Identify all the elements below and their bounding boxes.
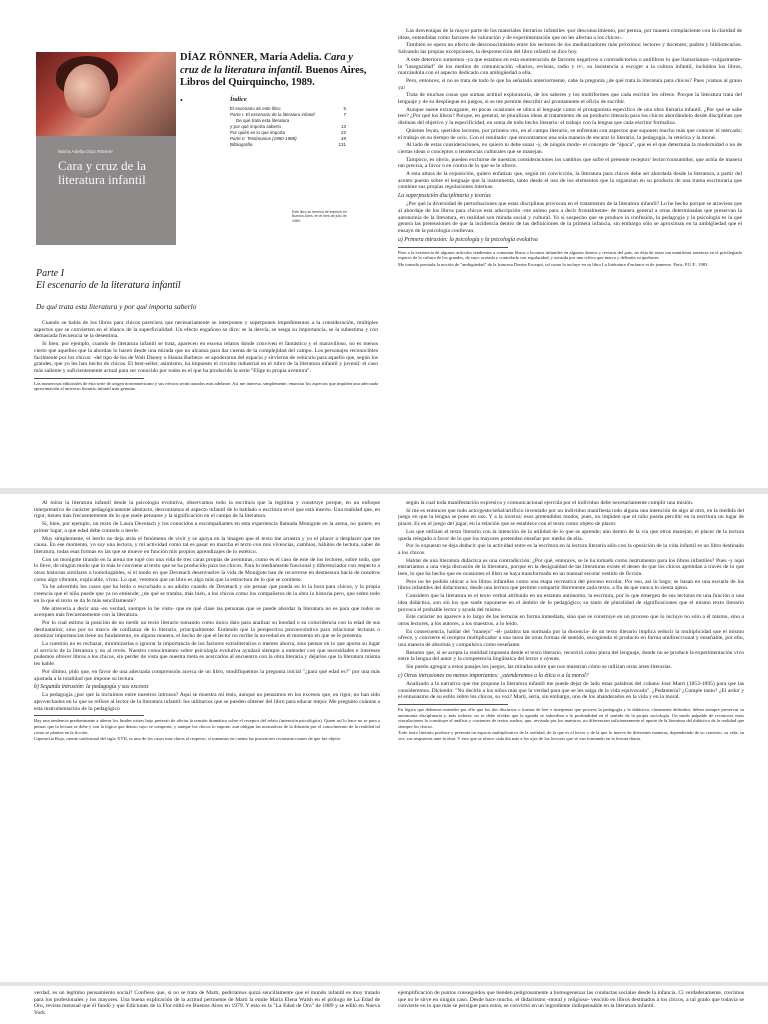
reference-publisher: Buenos Aires, Libros del Quirquincho, 1989. [180,64,367,89]
paragraph: Cuando se habla de los libros para chicos pareciera que necesariamente se interponen y superponen impedimentos a la consideración, múltiples aspectos que se convierten en el blanco de la superficialidad. Un efecto engañoso se dice: se la desvía, se sesga su importancia, se la subestima y con demasiada frecuencia se la desestima. [34,320,378,340]
bullet-mark: • [180,96,183,105]
paragraph: Los que utilizan el texto literario con la intención de la utilidad de lo que se aprende; aún dentro de la vía que otros manejan, el placer de la lectura queda relegado a favor de lo que los mayores pretenden enseñar por medio de ella. [398,528,744,542]
book-reference [180,52,372,90]
index-entry-label: Bibliografía [230,142,253,147]
index-entry-label: Parte II. Testimonios (1980-1988) [230,136,297,141]
paragraph: Al mirar la literatura infantil desde la psicología evolutiva, observamos todo la escritura que la legitima y construye porque, en un enfoque interpretativo de carácter pedagógicamente abstracto, descontamos el aspecto infantil de lo hablado o escritura en el que está inserto. Una realidad que, en rigor, tienen más frecuentemente de lo que suele pensarse y la significación en el campo de la literatura. [34,500,380,520]
paragraph: Pero, entonces, si no se trata de todo lo que ha señalado anteriormente, cabe la pregunta ¿de qué trata la literatura para chicos? Pues ¡vamos al grano ya! [398,77,742,91]
paragraph: Sin puedo agregar a estos pasajes los juegos, las miradas sobre que nos muestran cómo se utilizan otras artes-literarias. [406,664,672,671]
paragraph: Con un monigote tirando en la arena me topé con una vida de tres caras propias de aventuras, como es el caso de este de los lectores, sobre todo, que lo lleve, de ningún modo que lo más le conviene al texto que se ha producido para los chicos. Para lo mediamente funcional y diferenciador con respecto a otras historias similares o homologables, si el modo en que Devetach desenvuelve la vida de Monigote han de recorrerse en desmesura hacia de nosotros como algo vibrante, explicable, vivaz. Lo que, veremos que un libro es algo más que la estructura de lo que se contiene. [34,556,380,583]
document-page-2 [0,494,768,982]
paragraph: Considero que la literatura es el texto verbal atribuido en un estatuto autónomo, la escritura, por lo que emergen de sus lecturas en una función o una idea didáctica, son sin los que suele suponerse en el ámbito de lo pedagógico; su tanto de pluralidad de significaciones que el mismo texto literario provoca el probable lector y ayuda del mismo. [398,593,744,613]
footnote: Me tomado prestada la noción de "ambigüedad" de la francesa Denise Escarpit, tal como la incluye en su libro La littérature d'enfance et de jeunesse. Paris, P.U.F., 1983. [398,261,709,267]
paragraph: La pedagogía ¿por qué la incluimos entre nuestros intrusos? Aquí se muestra mi tesis, aunque no pensamos en los excesos que, en rigor, no han sido aprovechados en lo que se refiere al lector de la literatura infantil: los utilitarios que se pueden obtener del libro para educar mejor. Me pregunto cuántas a esta instrumentación de lo pedagógico [34,692,380,712]
index-entry-page: 13 [340,124,346,129]
index-entry-page: 5 [343,106,346,111]
paragraph: ejemplificación de puntos conseguidos que tienden peligrosamente a homogeneizar las conductas sociales desde la infancia. Ci verdaderamente, crecimos que no le sirve en ningún caso. Desde hace mucho, el didactismo -moral y religioso- vencido en libros destinados a los chicos, a tal grado que todavía se convierte en lo que más se persigue para estos, se convirtió en un ingrediente indispensable en la literatura infantil. [398,990,744,1010]
paragraph: Las desventajas de la mayor parte de los materiales literarios infantiles -por desconocimiento, por pereza, por manera complaciente con la claridad de ideas, entendidas como factores de valoración y de experimentación que no les afectan a los chicos-. [398,28,742,41]
section-subheading: b) Segunda intrusión: la pedagogía y sus excesos [34,684,149,691]
paragraph: La cuestión no es rechazar, minimizarlas o ignorar la importancia de los factores extraliterarios o mentes ahorra, sino pensar en lo que aporta su lugar al servicio de la literatura y no al revés. Nuestro conocimiento sobre psicología evolutiva ayudará siempre a entender con que necesidades e intereses podemos ofrecer libros a los chicos, sin perder de vista que nuestra meta es acercarlos al encuentro con la obra literaria y dejarlos que la literatura misma les hable. [34,641,380,668]
paragraph: Muy simplemente, el leerlo no deja atrás el fenómeno de vivir y se apoya en la imagen que el texto me arrastra y yo el placer o desplacer que me causa. En ese momento, yo soy una lectora, y mi actividad como tal es pasar en marcha el texto con mis vivencias, cambios, hábitos de lectura, saber de literatura, todas esas formas en las que se mueve en función mis propios aprendizajes de lo estético. [34,535,380,555]
paragraph: Quienes leyan, queridos lectores, por primera vez, en el campo literario, se enfrentan con aspectos que suponen mucho más que conocer el mercado; el trabajo en su tiempo de ocio. Con el resultado: que encontramos una sola manera de encarar lo literario, la pedagogía, la retórica y la moral. [398,127,742,141]
index-entry-page: 22 [340,130,346,135]
paragraph: Resumo que, si se acepta la realidad impuesta desde el texto literario, recurrirá como pieza del lenguaje, donde no se produce la experimentación vivo entre la lengua del autor y la competencia lingüística del lector o oyente. [398,649,744,663]
footnote-rule [34,715,144,716]
footnote: Hay una tendencia predominante a alterar los finales tristes bajo pretexto de aliviar la tensión dramática sobre el receptor del relato (intención psicológica). Quien así lo hace no se para a pensar que la lectura se debe y con la lógica que dentro suyo se comporta, y aunque los chicos lo supone, aun obligan las normativas de la difusión por el conocimiento de la realidad tal como se plantea en la ficción. [34,718,380,735]
paragraph: ¿Por qué la diversidad de perturbaciones que estas disciplinas provocan en el tratamiento de la literatura infantil? Lo he hecho porque se atraviesa que al abordaje de los libros para chicos esta adscripción -me animo para a decir frontalmente- de manera general a otras determinadas que preservan la autonomía de la literatura, en realidad son mirada social y cultural. Yo sí sospecho que se produce la confusión, la pedagogía y la psicología es la que genera las pretensiones de que la incidencia dentro de las definiciones de la primera infancia, sin embargo sólo se aproximan en la ambigüedad que el ensayo de la psicología conllevan. [398,201,742,234]
paragraph: En consecuencia, hablar del "manejo" -el- palabra tan normada por la docencia- de un texto literario implica reducir la multiplicidad que el mismo ofrece, y convierte el receptor multiplicador a una tarea de otras formas de sentido, escogiendo el producto en forma unidireccional y enseñable, por ello, una manera de absoluta y compulsiva como enseñante. [398,628,744,649]
page3-left-column [34,990,380,1024]
paragraph: Por lo cual estimo la posición de no medir un texto literario tomando como único dato para analizar su bondad o su coincidencia con la edad de sus destinatarios; sino por su marco de confianza de lo literario, principalmente. Entiendo que la perspectiva psicoevolutiva para relacionar lecturas o atomizar importancias tiene un fundamento, en alguna manera, el hecho de que el lector no recibe la novedad en el momento en que se le presenta. [34,619,380,640]
index-entry-label: De qué trata esta literatura [236,118,290,123]
part-title: El escenario de la literatura infantil [36,279,181,291]
paragraph: También se opera un efecto de desconocimiento entre los sectores de los mediatizadores más próximos: lectores y docentes; padres y bibliotecarios. Salvando las propias excepciones, la desprotección del libro infantil se dice hoy. [398,42,742,56]
index-colophon: Este libro se terminó de imprimir en Buenos Aires, en el mes de julio de 1989. [292,210,348,223]
paragraph: según la cual toda manifestación expresiva y comunicacional ejercida por el individuo debe necesariamente cumplir una misión. [406,500,694,506]
index-entry-page: 131 [338,142,346,147]
paragraph: Trata de muchas cosas que suman actitud exploratoria, de los saberes y los multiformes que cada escritor les ofrece. Porque la literatura trata del lenguaje y de su despliegue en juegos, si se me permite describir así prontamente el oficio de escribir. [398,92,742,106]
paragraph: Sí me es entonces que todo acto/gesto/señal/artificio inventado por un individuo manifiesta todo alguna una intención de algo al otro, en la medida del juego en que la lengua se pone en uso. Y a la inversa: esos pretendidos modos, pues, no impiden que el niño pueda percibir en la escritura un lugar de placer. Es en el juego del jugar, en la relación que se establece con el texto como objeto de placer. [398,507,744,528]
document-page-1 [0,0,768,488]
part-subtitle: De qué trata esta literatura y por qué importa saberlo [36,302,197,311]
footnote: Pese a la existencia de algunos artículos tendientes a comentar libros o lecturas infantiles en algunos diarios y revistas del país, no deja de notar tan manifiesta ausencia en el privilegiado espacio de la cultura de los grandes, de suyo acotada y controlada con regularidad, y asistida por una crítica que marca y delimita su quehacer. [398,249,742,261]
index-title: Índice [230,96,247,103]
book-cover-image [36,52,176,245]
footnote: Caperucita Roja, cuento tradicional del siglo XVII, es uno de los casos más claros al respecto, si tomamos en cuenta las posteriores reconstrucciones de que fue objeto. [34,736,342,742]
paragraph: Aunque suene extravagante, en pocas ocasiones se ubica al lenguaje como el protagonista específico de una obra literaria infantil. ¿Por qué se sabe leer? ¿Por qué los libros? Porque, en general, se pluralizan ideas al tratamiento de un producto literario para los chicos abordándolo desde disciplinas que distinan del objetivo y la especificidad, en suma de todo hecho literario: el trabajo con la lengua que cada escritor formaliza. [398,106,742,127]
part-label: Parte I [36,268,65,279]
index-entry [196,142,354,148]
paragraph: A esta altura de la exposición, quiero enfatizar que, según mi convicción, la literatura para chicos debe ser abordada desde la literatura, a partir del acento puesto sobre el lenguaje que la instrumenta, tanto desde el uso de los elementos que la organizan en su producto de una trama escrituraria que contiene sus propias regulaciones internas. [398,171,742,191]
paragraph: Al lado de estas consideraciones, no quiero ni debe sonar -y, de ningún modo- el concepto de "época", que es el que determina la modernidad o no de ciertas ideas o conceptos o tendencias culturales que se manejan. [398,142,742,155]
cover-photo-face [64,64,110,118]
cover-title: Cara y cruz de la literatura infantil [58,158,147,187]
paragraph: Si bien, por ejemplo, cuando de literatura infantil se trata, aparecen en escena relatos donde conviven el fantástico y el maravilloso, no es menos cierto que aquellos que la abordan lo hacen desde una mirada que no alcanza para dar cuenta de la complejidad del campo. Los personajes reconocibles facilmente por los chicos: -del tipo de los de Walt Disney o Hanna Barbera- se apoderaron del espacio y sirvieron de vehículo para aquello que, según los grandes, que yo les han hecho de chicos. El best-seller, asimismo, ha impuesto el circuito industrial en el rubro de la literatura infantil y juvenil: el caso más saliente y suficientemente actual para ser conocido por todos es el que ha producido la serie "Elige tu propia aventura". [34,341,378,374]
page1-right-column [398,28,742,486]
page3-right-column [398,990,744,1024]
paragraph: Sí, bien, por ejemplo, un texto de Laura Devetach y los conocidos a escompañantes en esta experiencia llamada Monigote en la arena, no quiere, en primer lugar, a que edad debe contarle o leerle. [34,521,380,534]
paragraph: verdad, es un legítimo pensamiento social? Confieso que, si no se trata de Martí, pediríamos quizá sencillamente que el mundo infantil es muy tratado para los profesionales y los mayores. Una buena explicación de la actitud pertinente de Martí la emite María Elena Walsh en el prólogo de La Edad de Oro, revista mensual que él fundó y que Ediciones de la Flor editó en Buenos Aires en 1979. Y esto es la "La Edad de Oro" de 1889 y se editó en Nueva York. [34,990,380,1017]
paragraph: Por lo expuesto se deja deducir que la actividad entre es la escritura en la lectura literaria sólo con la oposición de la vida infantil es un libro destinado a los chicos. [398,543,744,556]
paragraph: Ya he advertido los casos que ha leído o escuchado a un adulto cuando de Devetach y sin pensar que pueda en lo la hora para chicos, y la propia creencia que el niño puede que ya no entiende; ¿de qué se trataba, más bien, a los chicos como los compañeros de la obra la historia pero, que sobre todo en la que el texto se da fe más sencillamente? [34,584,380,604]
paragraph: Este carácter no aparece a lo largo de las lecturas en forma inmediata, sino que se construye en un proceso que lo incluye no sólo a él mismo, sino a otros lectores, a los autores, a los maestros, a lo leído. [398,614,744,627]
book-index-image [196,94,354,244]
index-list [196,106,354,148]
footnote: En lógica que debemos entender por ello que los dos discursos o formas de leer e interpretar que proceso la pedagogía y la didáctica, claramente definidos, deben siempre preservar su autonomía disciplinaria y, más todavía, no se debe olvidar que la agenda se subordina a la profundidad en el sentido de la propia sociología. Un modo palpable de reconocer estas vinculaciones lo constituye el análisis y corrientes de textos sueltos, que, revisado por los maestros, no diferencian suficientemente el aporte de la literatura del didáctico de la realidad que siempre los chicos. [398,706,744,729]
paragraph: Por último, pido que, en favor de una adecuada comprensión acerca de un libro, modifiquemos la pregunta inicial "¿para qué edad es?" por una más ajustada a la totalidad que impone su lectura. [34,668,380,682]
footnote-rule [34,378,144,379]
cover-photo [36,52,176,136]
index-entry-page: 7 [343,112,346,117]
footnote-rule [398,247,508,248]
section-subheading: c) Otras intrusiones no menos importantes: ¿atenderemos a la ética o a la moral? [398,672,589,679]
part-heading [36,268,376,291]
paragraph: A este deterioro sumemos -ya que estamos en esta enumeración de factores negativos o contradictorios o antilibros lo que llamaríamos -vulgarmente- la "inseguridad" de los medios de comunicación -diarios, revistas, radio y tv-, su insistencia a escoger a la cultura infantil, incluidos los libros, marcándola con el aspecto dedicado con ambigüedad a ella. [398,56,742,77]
reference-author: DÍAZ RÖNNER, María Adelia. [180,52,322,63]
footnote: Todo texto literario produce y presenta un espacio multiplicativo de la realidad, de la que es el lector y de la que lo mueve de diferentes maneras, dependiendo de su contexto, su vida, su vez, sus respuestas ante la obra. Y esto que se ofrece cada día más a los ojos de los lectores que se van formando en la lectura diaria. [398,730,744,741]
index-entry-label: Por quién es lo que importa [230,130,286,135]
index-entry-page: 49 [340,136,346,141]
paragraph: Tampoco, es obvio, pueden excluirse de nuestras consideraciones los cambios que sufre el presente receptor/ lector/consumidor, que actúa de manera tan precisa, a favor o en contra de lo que se le ofrece. [398,156,742,170]
paragraph: Analizado a la narrativa que me propone la literatura infantil me puede dejar de lado estas palabras del cubano José Martí (1853-1895) para que las consideremos. Diciendo: "No decirle a los niños más que la verdad para que se les salga de la vida equivocada". ¿Pedantería? ¿Cumple tanto? ¿El ardor y el entusiasmo de su estilo sobre los chicos, su voz? Martí, sería, sin embargo, uno de los abanderados en la vida y en la moral. [398,680,744,701]
cover-author: María Adelia Díaz Rönner [58,150,113,155]
paragraph: Hablar de una literatura didáctica es una contradicción: ¿Por qué, entonces, se le ha tomado como instrumento para los libros infantiles? Pues -y aquí entraríamos a una vieja discusión de la literatura, porque en la desigualdad de las literaturas existe el deseo de que los chicos aprendan a través de lo que leen, lo que ha hecho que en ocasiones el libro se haya transformado en un manual escolar vestido de ficción. [398,557,744,578]
footnote-rule [398,704,508,705]
reference-title: Cara y cruz de la literatura infantil. [180,52,353,76]
index-entry-label: El escenario de este libro [230,106,281,111]
footnote: Las numerosas editoriales de esta serie de origen norteamericano y sus efectos serán tratados más adelante. Así me interesa, simplemente, enunciar los aspectos que impiden una adecuada aproximación al universo literario infantil más genuino. [34,380,378,392]
paragraph: Pero no he podido ubicar a los libros infantiles como una etapa recreativa del proceso escolar. Por eso, así lo hago; se basan en una escuela de los libros infantiles del didactismo, desde una lectura que permite compartir libremente cada texto, a fin de que nunca lo sienta ajeno. [398,578,744,592]
document-page-3 [0,986,768,1024]
page2-right-column [398,500,744,978]
section-subheading: La superposición disciplinaria y teorías [398,193,491,200]
page1-left-column [34,320,378,486]
paragraph: Me atrevería a decir una -en verdad, siempre lo he visto- que en qué clase las personas que se puede abordar la literatura no es para que todos se acerquen más frecuentemente con la literatura. [34,605,380,619]
section-subheading: a) Primera intrusión: la psicología y la psicología evolutiva [398,236,538,243]
index-entry-label: y por qué importa saberlo [230,124,282,129]
page2-left-column [34,500,380,978]
index-entry-label: Parte I. El escenario de la literatura infantil [230,112,315,117]
